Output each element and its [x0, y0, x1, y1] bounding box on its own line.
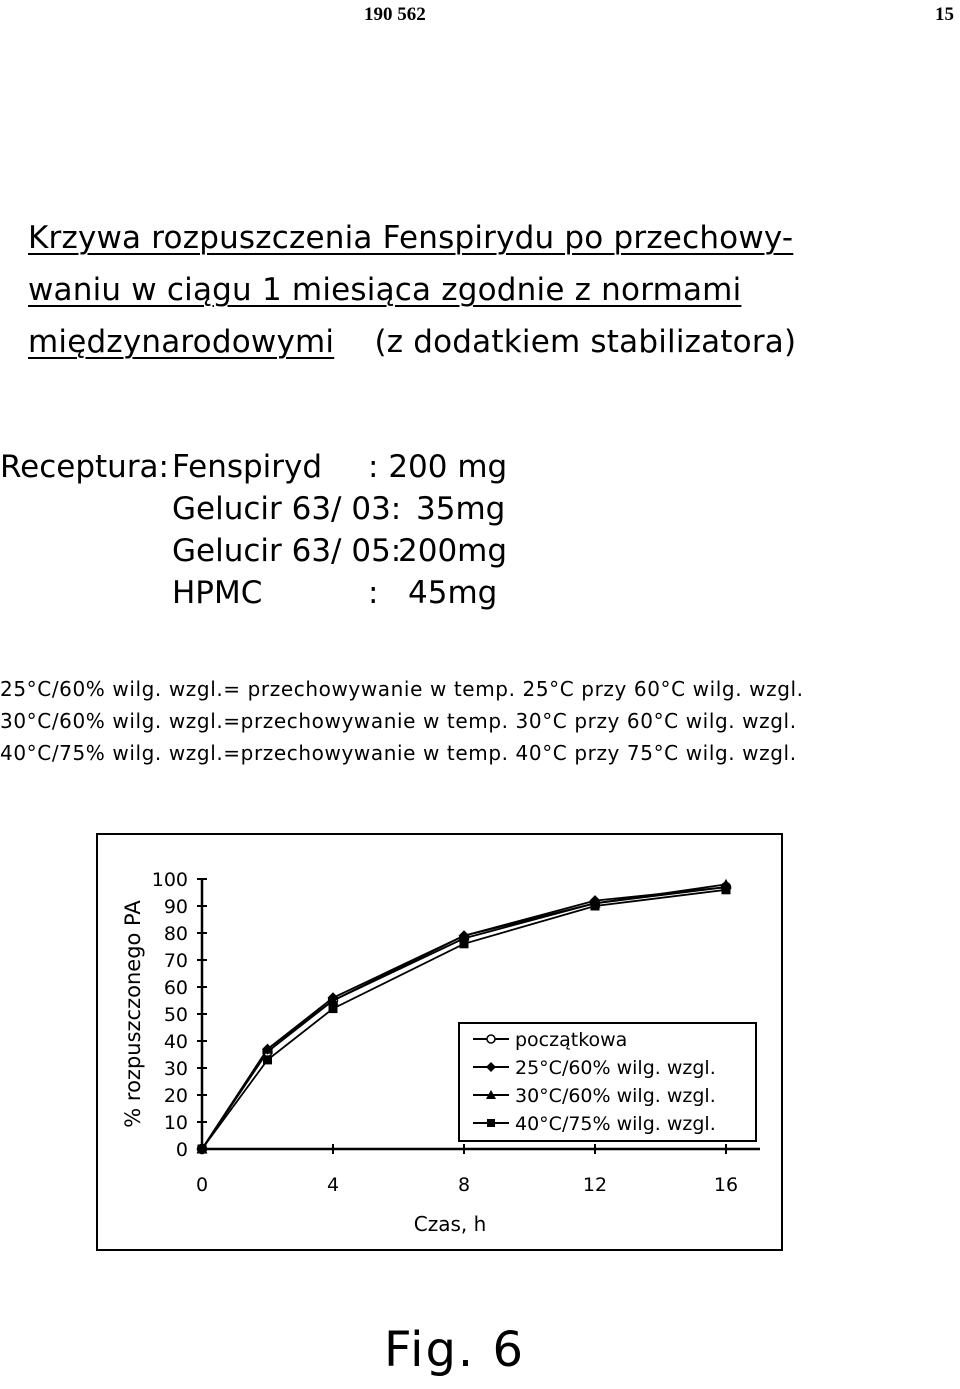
x-tick-label: 0 — [195, 1174, 209, 1196]
legend-entry: 30°C/60% wilg. wzgl. — [515, 1085, 716, 1107]
y-axis-label: % rozpuszczonego PA — [121, 900, 145, 1128]
x-tick-label: 16 — [713, 1174, 739, 1196]
recipe-value: 200mg — [398, 533, 508, 569]
legend-entry: 25°C/60% wilg. wzgl. — [515, 1057, 716, 1079]
chart-title — [28, 212, 796, 368]
y-tick-label: 0 — [175, 1139, 188, 1161]
y-tick-label: 60 — [163, 977, 188, 999]
data-point — [263, 1055, 272, 1064]
y-tick-label: 40 — [163, 1031, 188, 1053]
data-point — [460, 939, 469, 948]
y-tick-label: 80 — [163, 923, 188, 945]
y-tick-label: 70 — [163, 950, 188, 972]
note-line: 30°C/60% wilg. wzgl.=przechowywanie w temp. 30°C przy 60°C wilg. wzgl. — [0, 709, 797, 733]
recipe-ingredient: HPMC — [172, 575, 263, 611]
recipe-value: : 45mg — [368, 575, 498, 611]
recipe-value: 35mg — [416, 491, 506, 527]
data-point — [487, 1119, 495, 1127]
recipe-ingredient: Gelucir 63/ 05: — [172, 533, 402, 569]
data-point — [591, 902, 600, 911]
y-tick-label: 50 — [163, 1004, 188, 1026]
dissolution-chart — [98, 835, 781, 1249]
title-line-1: Krzywa rozpuszczenia Fenspirydu po przechowy- — [28, 220, 794, 256]
legend-entry: 40°C/75% wilg. wzgl. — [515, 1113, 716, 1135]
data-point — [198, 1145, 207, 1154]
title-line-3-underlined: międzynarodowymi — [28, 324, 335, 360]
x-tick-label: 4 — [326, 1174, 340, 1196]
data-point — [329, 1004, 338, 1013]
patent-number: 190 562 — [364, 4, 426, 25]
y-tick-label: 100 — [151, 869, 188, 891]
page-number: 15 — [935, 4, 954, 25]
x-tick-label: 8 — [457, 1174, 471, 1196]
condition-notes — [0, 673, 804, 769]
y-tick-label: 10 — [163, 1112, 188, 1134]
x-axis-label: Czas, h — [413, 1212, 487, 1236]
note-line: 40°C/75% wilg. wzgl.=przechowywanie w temp. 40°C przy 75°C wilg. wzgl. — [0, 741, 797, 765]
chart-frame — [96, 833, 783, 1251]
recipe-value: : 200 mg — [368, 449, 508, 485]
data-point — [487, 1035, 495, 1043]
recipe-ingredient: Gelucir 63/ 03: — [172, 491, 402, 527]
recipe-ingredient: Fenspiryd — [172, 449, 323, 485]
legend-entry: początkowa — [515, 1029, 628, 1051]
recipe-label: Receptura: — [0, 449, 170, 485]
y-tick-label: 30 — [163, 1058, 188, 1080]
x-tick-label: 12 — [582, 1174, 608, 1196]
figure-label: Fig. 6 — [384, 1322, 525, 1378]
title-line-2: waniu w ciągu 1 miesiąca zgodnie z normami — [28, 272, 742, 308]
y-tick-label: 90 — [163, 896, 188, 918]
note-line: 25°C/60% wilg. wzgl.= przechowywanie w temp. 25°C przy 60°C wilg. wzgl. — [0, 677, 804, 701]
data-point — [722, 885, 731, 894]
title-line-3-rest: (z dodatkiem stabilizatora) — [374, 324, 797, 360]
y-tick-label: 20 — [163, 1085, 188, 1107]
